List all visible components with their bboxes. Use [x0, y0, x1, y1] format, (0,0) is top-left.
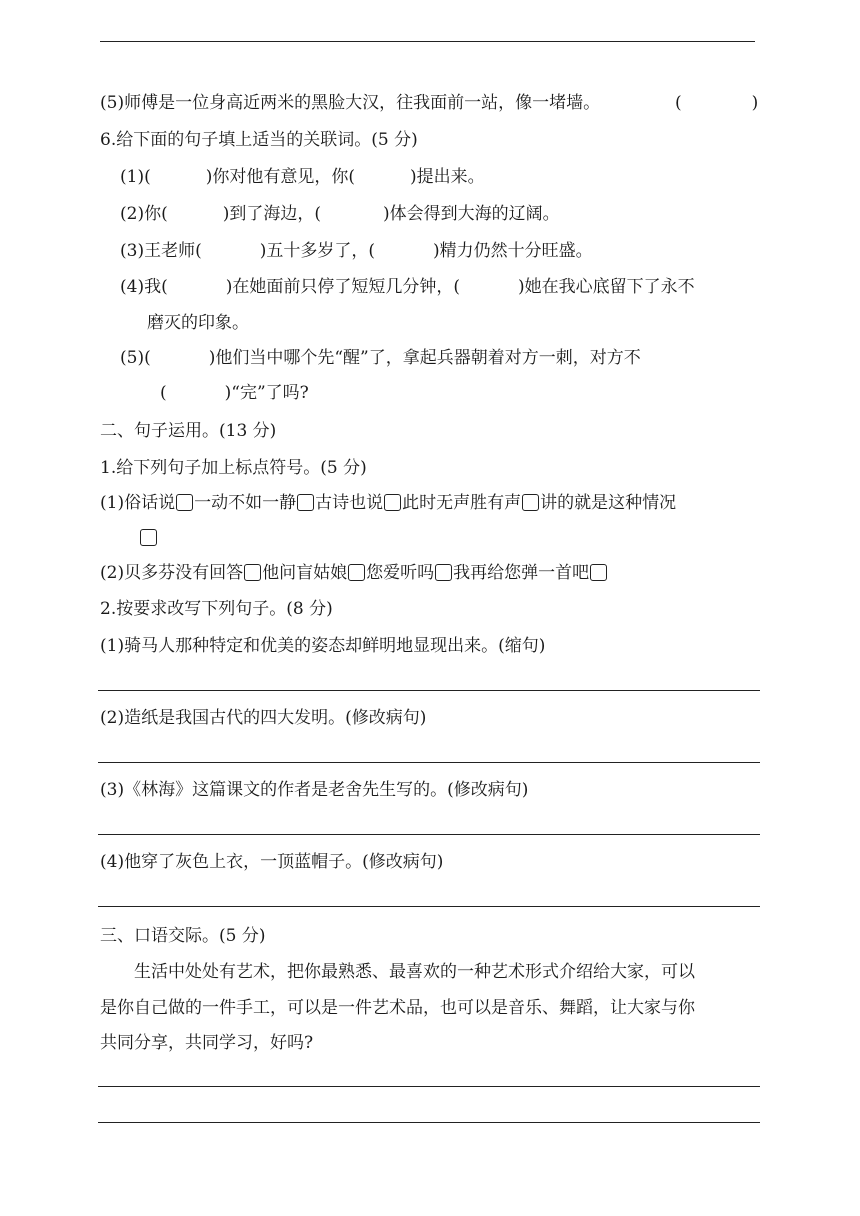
punctuation-box[interactable] — [140, 529, 157, 546]
q6-item-1: (1)( )你对他有意见，你( )提出来。 — [120, 167, 485, 187]
q6-item-4: (4)我( )在她面前只停了短短几分钟，( )她在我心底留下了永不 — [120, 277, 695, 297]
q6-item-5-cont: ( )“完”了吗? — [160, 383, 309, 403]
header-rule — [100, 41, 755, 42]
punctuation-box[interactable] — [384, 494, 401, 511]
section-2-title: 二、句子运用。(13 分) — [100, 421, 277, 441]
rewrite-item-4: (4)他穿了灰色上衣，一顶蓝帽子。(修改病句) — [100, 852, 444, 872]
answer-line[interactable] — [98, 690, 760, 691]
question-6-title: 6.给下面的句子填上适当的关联词。(5 分) — [100, 130, 418, 150]
answer-line[interactable] — [98, 762, 760, 763]
section-3-para-line-1: 生活中处处有艺术，把你最熟悉、最喜欢的一种艺术形式介绍给大家，可以 — [134, 962, 695, 982]
section-2-q2-title: 2.按要求改写下列句子。(8 分) — [100, 599, 333, 619]
answer-paren[interactable]: ( ) — [675, 93, 759, 113]
rewrite-item-3: (3)《林海》这篇课文的作者是老舍先生写的。(修改病句) — [100, 780, 529, 800]
punctuation-box[interactable] — [348, 564, 365, 581]
question-item-5-top — [100, 92, 600, 114]
punctuation-sentence-2: (2)贝多芬没有回答 他问盲姑娘 您爱听吗 我再给您弹一首吧 — [100, 562, 608, 584]
q6-item-3: (3)王老师( )五十多岁了，( )精力仍然十分旺盛。 — [120, 241, 593, 261]
punctuation-sentence-1: (1)俗话说 一动不如一静 古诗也说 此时无声胜有声 讲的就是这种情况 — [100, 493, 677, 513]
answer-line[interactable] — [98, 1122, 760, 1123]
rewrite-item-1: (1)骑马人那种特定和优美的姿态却鲜明地显现出来。(缩句) — [100, 636, 546, 656]
punctuation-box[interactable] — [522, 494, 539, 511]
section-3-title: 三、口语交际。(5 分) — [100, 926, 266, 946]
q6-item-2: (2)你( )到了海边，( )体会得到大海的辽阔。 — [120, 204, 560, 224]
section-2-q1-title: 1.给下列句子加上标点符号。(5 分) — [100, 458, 367, 478]
answer-line[interactable] — [98, 906, 760, 907]
punctuation-box[interactable] — [297, 494, 314, 511]
question-text: (5)师傅是一位身高近两米的黑脸大汉，往我面前一站，像一堵墙。 — [100, 93, 601, 113]
answer-line[interactable] — [98, 1086, 760, 1087]
punctuation-sentence-1-cont — [139, 527, 158, 549]
punctuation-box[interactable] — [244, 564, 261, 581]
rewrite-item-2: (2)造纸是我国古代的四大发明。(修改病句) — [100, 708, 427, 728]
q6-item-4-cont: 磨灭的印象。 — [147, 313, 249, 333]
answer-line[interactable] — [98, 834, 760, 835]
q6-item-5: (5)( )他们当中哪个先“醒”了，拿起兵器朝着对方一刺，对方不 — [120, 348, 641, 368]
punctuation-box[interactable] — [590, 564, 607, 581]
section-3-para-line-2: 是你自己做的一件手工，可以是一件艺术品，也可以是音乐、舞蹈，让大家与你 — [100, 998, 695, 1018]
section-3-para-line-3: 共同分享，共同学习，好吗? — [100, 1033, 314, 1053]
punctuation-box[interactable] — [435, 564, 452, 581]
punctuation-box[interactable] — [176, 494, 193, 511]
